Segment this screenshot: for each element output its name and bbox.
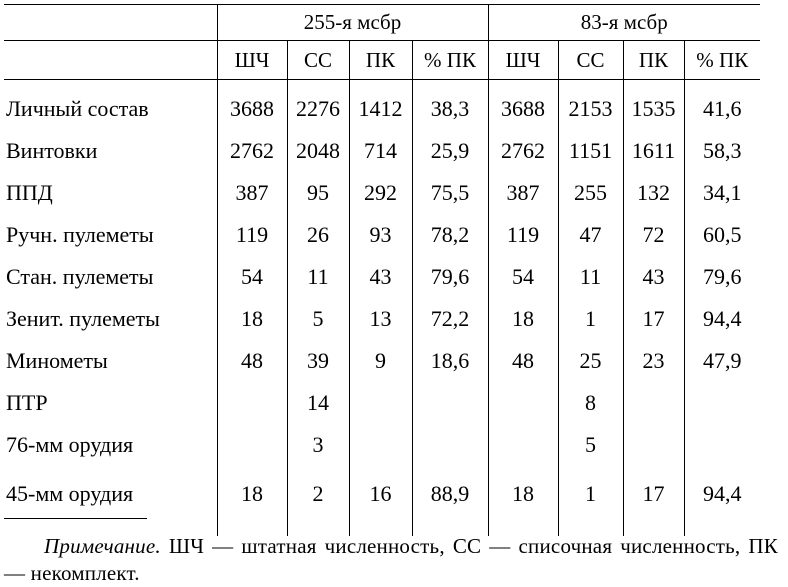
- table-cell: [217, 382, 287, 424]
- table-cell: [488, 424, 558, 466]
- table-cell: 75,5: [412, 172, 488, 214]
- table-cell: 47: [558, 214, 623, 256]
- table-row: [4, 214, 760, 256]
- table-cell: 58,3: [684, 130, 760, 172]
- table-cell: 292: [349, 172, 412, 214]
- table-cell: 43: [349, 256, 412, 298]
- table-row: [4, 80, 760, 131]
- table-cell: [623, 382, 684, 424]
- table-cell: 18: [217, 466, 287, 536]
- table-cell: 41,6: [684, 80, 760, 131]
- table-cell: 5: [558, 424, 623, 466]
- table-row: [4, 466, 760, 536]
- table-cell: 72,2: [412, 298, 488, 340]
- table-cell: 79,6: [412, 256, 488, 298]
- table-cell: 714: [349, 130, 412, 172]
- column-header: % ПК: [412, 41, 488, 80]
- table-cell: [684, 424, 760, 466]
- row-label: ПТР: [6, 390, 48, 415]
- table-cell: [412, 382, 488, 424]
- table-cell: 3688: [488, 80, 558, 131]
- table-cell: [217, 424, 287, 466]
- table-cell: [623, 424, 684, 466]
- table-cell: 14: [287, 382, 349, 424]
- table-body: [4, 80, 760, 537]
- group-header-255: 255-я мсбр: [217, 5, 488, 41]
- table-cell: 2048: [287, 130, 349, 172]
- table-cell: 3: [287, 424, 349, 466]
- table-cell: 60,5: [684, 214, 760, 256]
- column-header: ШЧ: [217, 41, 287, 80]
- table-cell: 18: [488, 298, 558, 340]
- table-cell: 1: [558, 466, 623, 536]
- row-label: Минометы: [6, 348, 108, 373]
- footnote-text: ШЧ — штатная численность, СС — списочная численность, ПК — некомплект.: [4, 534, 778, 585]
- table-cell: [412, 424, 488, 466]
- table-cell: 16: [349, 466, 412, 536]
- group-header-83: 83-я мсбр: [488, 5, 760, 41]
- table-cell: 48: [217, 340, 287, 382]
- table-row: [4, 256, 760, 298]
- column-header: ПК: [349, 41, 412, 80]
- table-cell: 387: [488, 172, 558, 214]
- table-cell: [349, 424, 412, 466]
- table-cell: 1151: [558, 130, 623, 172]
- table-cell: 18: [488, 466, 558, 536]
- corner-cell: [4, 41, 217, 80]
- table-cell: 95: [287, 172, 349, 214]
- row-label: Личный состав: [6, 96, 149, 121]
- table-cell: 1535: [623, 80, 684, 131]
- row-label: 45-мм орудия: [6, 481, 134, 506]
- table-cell: 119: [217, 214, 287, 256]
- table-cell: 2276: [287, 80, 349, 131]
- table-cell: [349, 382, 412, 424]
- table-cell: 34,1: [684, 172, 760, 214]
- table-cell: 23: [623, 340, 684, 382]
- table-cell: 93: [349, 214, 412, 256]
- row-label: Винтовки: [6, 138, 98, 163]
- table-cell: 54: [217, 256, 287, 298]
- table-cell: 132: [623, 172, 684, 214]
- table-cell: 39: [287, 340, 349, 382]
- table-cell: 18: [217, 298, 287, 340]
- table-cell: 11: [287, 256, 349, 298]
- table-row: [4, 298, 760, 340]
- data-table: [4, 4, 760, 536]
- table-cell: 25: [558, 340, 623, 382]
- table-cell: 3688: [217, 80, 287, 131]
- table-cell: 18,6: [412, 340, 488, 382]
- row-label: 76-мм орудия: [6, 432, 134, 457]
- table-cell: 2: [287, 466, 349, 536]
- column-header: СС: [287, 41, 349, 80]
- table-cell: 94,4: [684, 466, 760, 536]
- column-header: ПК: [623, 41, 684, 80]
- table-cell: 17: [623, 466, 684, 536]
- column-header-row: [4, 41, 760, 80]
- table-cell: 26: [287, 214, 349, 256]
- table-cell: 43: [623, 256, 684, 298]
- footnote-lead: Примечание.: [44, 534, 161, 558]
- table-cell: [488, 382, 558, 424]
- table-cell: 78,2: [412, 214, 488, 256]
- table-cell: 11: [558, 256, 623, 298]
- table-cell: 2762: [217, 130, 287, 172]
- table-cell: 255: [558, 172, 623, 214]
- row-label: Ручн. пулеметы: [6, 222, 154, 247]
- table-cell: 79,6: [684, 256, 760, 298]
- column-header: % ПК: [684, 41, 760, 80]
- row-label: Стан. пулеметы: [6, 264, 154, 289]
- table-cell: 387: [217, 172, 287, 214]
- group-header-row: [4, 5, 760, 41]
- column-header: СС: [558, 41, 623, 80]
- table-row: [4, 340, 760, 382]
- table-cell: 2153: [558, 80, 623, 131]
- table-row: [4, 172, 760, 214]
- table-cell: 72: [623, 214, 684, 256]
- table-row: [4, 424, 760, 466]
- table-cell: 1611: [623, 130, 684, 172]
- row-label: ППД: [6, 180, 53, 205]
- table-cell: 48: [488, 340, 558, 382]
- table-cell: [684, 382, 760, 424]
- table-cell: 94,4: [684, 298, 760, 340]
- table-cell: 1412: [349, 80, 412, 131]
- column-header: ШЧ: [488, 41, 558, 80]
- table-cell: 1: [558, 298, 623, 340]
- footnote-divider: [4, 518, 147, 519]
- table-row: [4, 130, 760, 172]
- table-cell: 119: [488, 214, 558, 256]
- table-cell: 25,9: [412, 130, 488, 172]
- table-cell: 47,9: [684, 340, 760, 382]
- table-cell: 13: [349, 298, 412, 340]
- row-label: Зенит. пулеметы: [6, 306, 160, 331]
- table-cell: 5: [287, 298, 349, 340]
- table-row: [4, 382, 760, 424]
- corner-cell: [4, 5, 217, 41]
- table-cell: 88,9: [412, 466, 488, 536]
- footnote: [4, 533, 778, 587]
- table-cell: 2762: [488, 130, 558, 172]
- table-cell: 54: [488, 256, 558, 298]
- table-cell: 9: [349, 340, 412, 382]
- table-cell: 8: [558, 382, 623, 424]
- table-cell: 38,3: [412, 80, 488, 131]
- table-cell: 17: [623, 298, 684, 340]
